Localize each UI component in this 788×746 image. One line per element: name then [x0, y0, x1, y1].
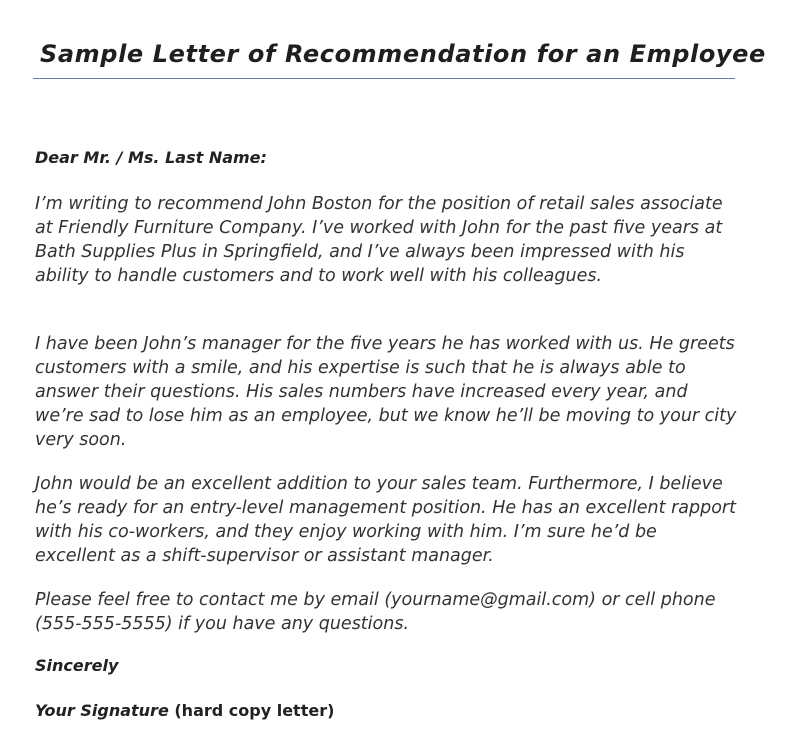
- salutation: Dear Mr. / Ms. Last Name:: [35, 148, 267, 167]
- body-paragraph-1: I’m writing to recommend John Boston for the position of retail sales associate at Friendly Furniture Company. I’ve worked with John for the past five years at Bath Supplies Plus in Springfield, and I’ve always been impressed with his ability to handle customers and to work well with his colleagues.: [35, 194, 723, 286]
- body-paragraph-2: I have been John’s manager for the five years he has worked with us. He greets customers with a smile, and his expertise is such that he is always able to answer their questions. His sales numbers have increased every year, and we’re sad to lose him as an employee, but we know he’ll be moving to your city very soon.: [35, 334, 737, 450]
- body-paragraph-4: Please feel free to contact me by email (yourname@gmail.com) or cell phone (555-555-5555) if you have any questions.: [35, 590, 716, 634]
- signature-placeholder: Your Signature: [35, 701, 169, 720]
- letter-title: Sample Letter of Recommendation for an Employee: [40, 40, 766, 68]
- title-underline: [33, 78, 735, 79]
- closing: Sincerely: [35, 656, 119, 675]
- body-paragraph-3: John would be an excellent addition to your sales team. Furthermore, I believe he’s ready for an entry-level management position. He has an excellent rapport with his co-workers, and they enjoy working with him. I’m sure he’d be excellent as a shift-supervisor or assistant manager.: [35, 474, 736, 566]
- signature-note: (hard copy letter): [168, 701, 335, 720]
- signature-line: [35, 701, 334, 720]
